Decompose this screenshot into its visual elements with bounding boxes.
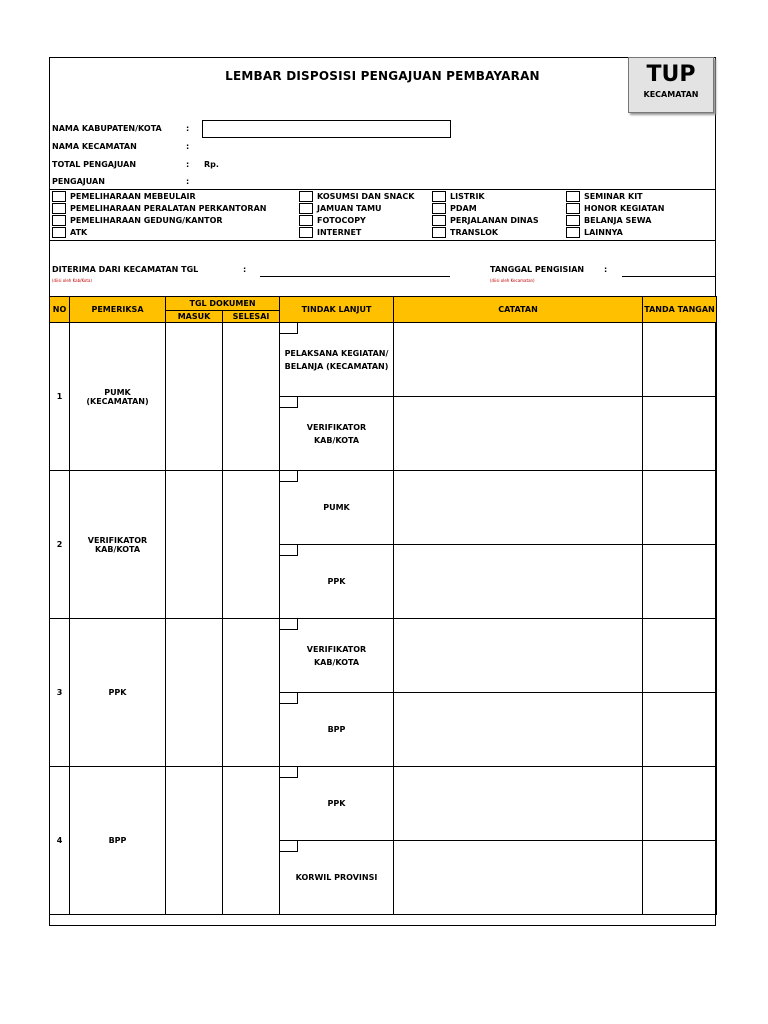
pengajuan-checkbox[interactable] (299, 215, 313, 226)
tindak-lanjut-label: PUMK (323, 503, 350, 512)
pengajuan-checkbox[interactable] (566, 191, 580, 202)
tindak-lanjut-label: PELAKSANA KEGIATAN/ BELANJA (KECAMATAN) (284, 348, 389, 371)
catatan-cell[interactable] (394, 323, 643, 397)
tindak-lanjut-label: KORWIL PROVINSI (295, 873, 378, 882)
tindak-lanjut-label: PPK (327, 799, 346, 808)
row-pemeriksa: BPP (70, 767, 166, 915)
kabupaten-input[interactable] (202, 120, 451, 138)
pengajuan-checkbox[interactable] (299, 203, 313, 214)
tanda-tangan-cell[interactable] (643, 619, 717, 693)
fill-date-label: TANGGAL PENGISIAN (490, 265, 585, 274)
tindak-lanjut-label: VERIFIKATOR KAB/KOTA (306, 644, 367, 667)
pengajuan-option-label: LISTRIK (450, 192, 485, 201)
header-tanda-tangan: TANDA TANGAN (643, 297, 717, 323)
pengajuan-option-label: JAMUAN TAMU (317, 204, 382, 213)
field-total-sep: : (186, 160, 190, 169)
disposition-table (49, 296, 717, 915)
field-kabupaten-sep: : (186, 124, 190, 133)
form-title: LEMBAR DISPOSISI PENGAJUAN PEMBAYARAN (225, 69, 540, 83)
date-selesai-cell[interactable] (223, 619, 280, 767)
row-number: 3 (50, 619, 70, 767)
header-tindak-lanjut: TINDAK LANJUT (280, 297, 394, 323)
pengajuan-option-label: SEMINAR KIT (584, 192, 643, 201)
header-no: NO (50, 297, 70, 323)
catatan-cell[interactable] (394, 767, 643, 841)
pengajuan-option-label: PEMELIHARAAN MEBEULAIR (70, 192, 196, 201)
tanda-tangan-cell[interactable] (643, 471, 717, 545)
tanda-tangan-cell[interactable] (643, 693, 717, 767)
pengajuan-option-label: LAINNYA (584, 228, 623, 237)
catatan-cell[interactable] (394, 397, 643, 471)
header-selesai: SELESAI (223, 311, 280, 323)
fill-date-note: (diisi oleh Kecamatan) (490, 278, 535, 283)
pengajuan-checkbox[interactable] (566, 215, 580, 226)
pengajuan-checkbox[interactable] (52, 215, 66, 226)
catatan-cell[interactable] (394, 841, 643, 915)
tindak-lanjut-label: BPP (327, 725, 346, 734)
field-kecamatan-sep: : (186, 142, 190, 151)
tindak-lanjut-checkbox[interactable] (280, 693, 298, 704)
section-divider-bottom (49, 240, 716, 241)
catatan-cell[interactable] (394, 545, 643, 619)
catatan-cell[interactable] (394, 619, 643, 693)
tindak-lanjut-checkbox[interactable] (280, 323, 298, 334)
header-masuk: MASUK (166, 311, 223, 323)
badge-sub: KECAMATAN (643, 90, 699, 99)
pengajuan-option-label: PEMELIHARAAN PERALATAN PERKANTORAN (70, 204, 267, 213)
tindak-lanjut-checkbox[interactable] (280, 767, 298, 778)
field-kabupaten-label: NAMA KABUPATEN/KOTA (52, 124, 162, 133)
tindak-lanjut-label: PPK (327, 577, 346, 586)
received-label: DITERIMA DARI KECAMATAN TGL (52, 265, 199, 274)
badge-main: TUP (646, 62, 696, 87)
row-pemeriksa: PPK (70, 619, 166, 767)
tindak-lanjut-checkbox[interactable] (280, 545, 298, 556)
field-kecamatan-label: NAMA KECAMATAN (52, 142, 137, 151)
date-selesai-cell[interactable] (223, 323, 280, 471)
date-masuk-cell[interactable] (166, 619, 223, 767)
date-selesai-cell[interactable] (223, 767, 280, 915)
tanda-tangan-cell[interactable] (643, 545, 717, 619)
pengajuan-option-label: HONOR KEGIATAN (584, 204, 665, 213)
received-sep: : (243, 265, 247, 274)
field-pengajuan-label: PENGAJUAN (52, 177, 105, 186)
tindak-lanjut-checkbox[interactable] (280, 619, 298, 630)
pengajuan-checkbox[interactable] (52, 203, 66, 214)
pengajuan-checkbox[interactable] (52, 191, 66, 202)
pengajuan-checkbox[interactable] (432, 191, 446, 202)
fill-date-line[interactable] (622, 276, 716, 277)
pengajuan-checkbox[interactable] (566, 227, 580, 238)
row-pemeriksa: VERIFIKATOR KAB/KOTA (70, 471, 166, 619)
tanda-tangan-cell[interactable] (643, 397, 717, 471)
pengajuan-option-label: PDAM (450, 204, 477, 213)
pengajuan-checkbox[interactable] (432, 215, 446, 226)
fill-date-sep: : (604, 265, 608, 274)
date-masuk-cell[interactable] (166, 471, 223, 619)
field-total-value: Rp. (204, 160, 219, 169)
row-number: 2 (50, 471, 70, 619)
pengajuan-checkbox[interactable] (299, 191, 313, 202)
tindak-lanjut-label: VERIFIKATOR KAB/KOTA (306, 422, 367, 445)
field-pengajuan-sep: : (186, 177, 190, 186)
pengajuan-option-label: KOSUMSI DAN SNACK (317, 192, 415, 201)
received-note: (diisi oleh Kab/Kota) (52, 278, 92, 283)
pengajuan-option-label: BELANJA SEWA (584, 216, 652, 225)
section-divider-top (49, 189, 716, 190)
header-pemeriksa: PEMERIKSA (70, 297, 166, 323)
date-masuk-cell[interactable] (166, 767, 223, 915)
catatan-cell[interactable] (394, 471, 643, 545)
tindak-lanjut-checkbox[interactable] (280, 841, 298, 852)
tanda-tangan-cell[interactable] (643, 767, 717, 841)
tanda-tangan-cell[interactable] (643, 841, 717, 915)
header-catatan: CATATAN (394, 297, 643, 323)
date-masuk-cell[interactable] (166, 323, 223, 471)
pengajuan-checkbox[interactable] (432, 227, 446, 238)
tup-badge (628, 57, 714, 113)
pengajuan-option-label: TRANSLOK (450, 228, 499, 237)
catatan-cell[interactable] (394, 693, 643, 767)
field-total-label: TOTAL PENGAJUAN (52, 160, 137, 169)
pengajuan-option-label: ATK (70, 228, 88, 237)
tindak-lanjut-checkbox[interactable] (280, 471, 298, 482)
row-number: 4 (50, 767, 70, 915)
row-pemeriksa: PUMK (KECAMATAN) (70, 323, 166, 471)
pengajuan-option-label: INTERNET (317, 228, 362, 237)
pengajuan-checkbox[interactable] (299, 227, 313, 238)
header-tgl-dokumen: TGL DOKUMEN (166, 297, 280, 311)
pengajuan-checkbox[interactable] (432, 203, 446, 214)
received-date-line[interactable] (260, 276, 450, 277)
pengajuan-option-label: PEMELIHARAAN GEDUNG/KANTOR (70, 216, 223, 225)
tanda-tangan-cell[interactable] (643, 323, 717, 397)
row-number: 1 (50, 323, 70, 471)
date-selesai-cell[interactable] (223, 471, 280, 619)
tindak-lanjut-checkbox[interactable] (280, 397, 298, 408)
pengajuan-checkbox[interactable] (566, 203, 580, 214)
pengajuan-option-label: PERJALANAN DINAS (450, 216, 539, 225)
pengajuan-checkbox[interactable] (52, 227, 66, 238)
pengajuan-option-label: FOTOCOPY (317, 216, 366, 225)
